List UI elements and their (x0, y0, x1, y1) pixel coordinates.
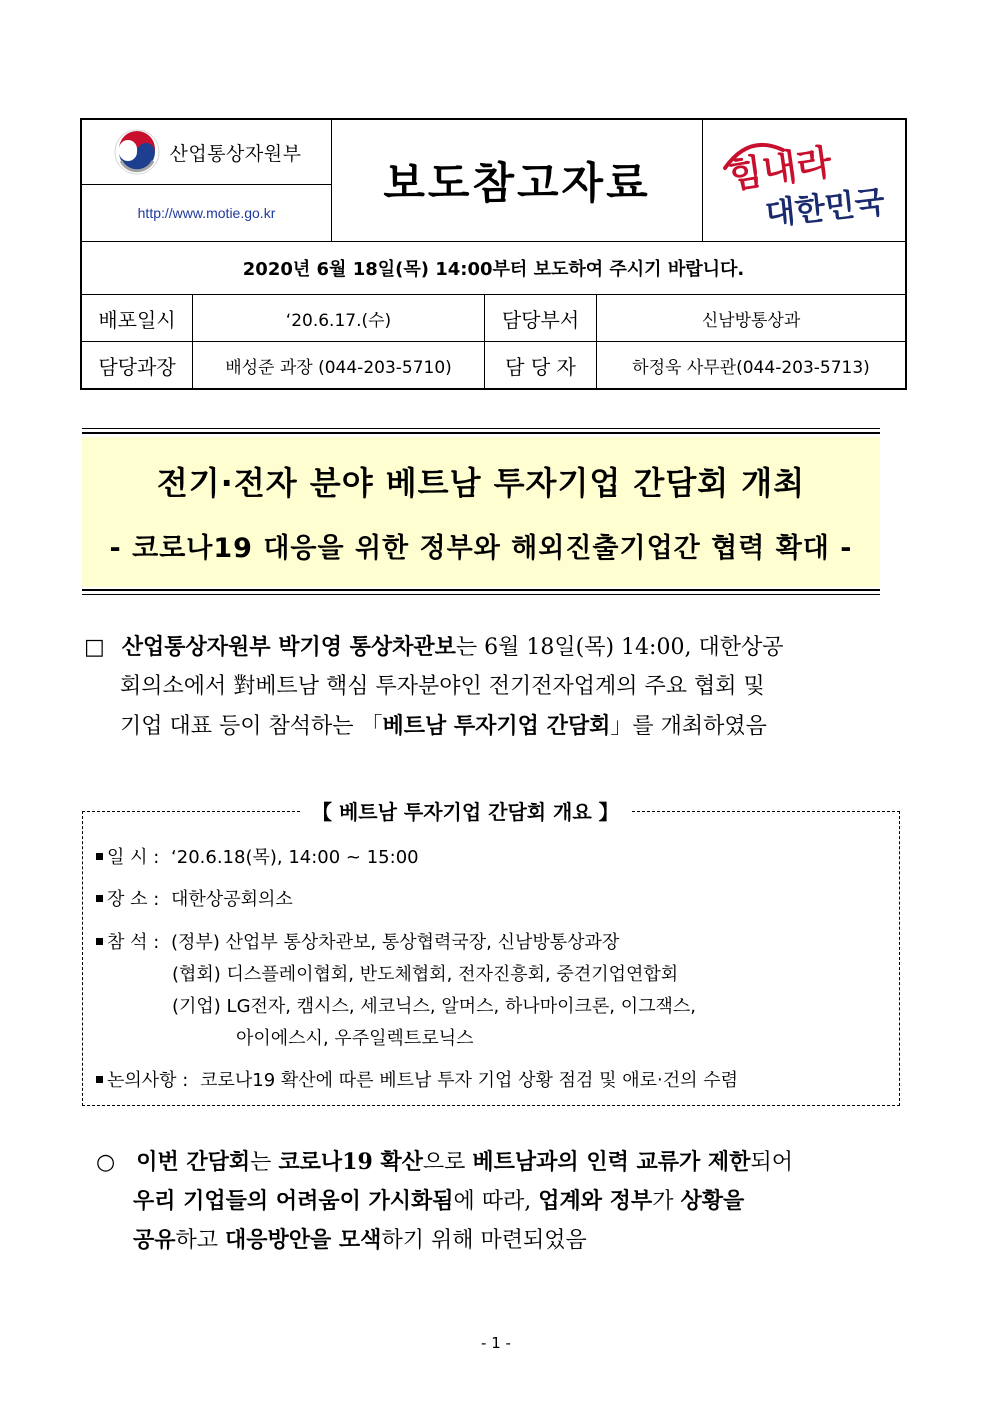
slogan-emblem-icon (719, 128, 889, 233)
slogan-line1: 힘내라 (724, 141, 835, 198)
ministry-name: 산업통상자원부 (169, 142, 302, 165)
para2-line2: 우리 기업들의 어려움이 가시화됨에 따라, 업계와 정부가 상황을 (133, 1188, 745, 1214)
para2-line3: 공유하고 대응방안을 모색하기 위해 마련되었음 (133, 1227, 587, 1253)
bullet-square-icon (96, 938, 103, 945)
para2-line1: ○ 이번 간담회는 코로나19 확산으로 베트남과의 인력 교류가 제한되어 (96, 1149, 793, 1175)
press-subtitle: - 코로나19 대응을 위한 정부와 해외진출기업간 협력 확대 - (109, 532, 853, 564)
overview-attendees: 참 석 : (정부) 산업부 통상차관보, 통상협력국장, 신남방통상과장 (96, 928, 619, 954)
para1-line2: 회의소에서 對베트남 핵심 투자분야인 전기전자업계의 주요 협회 및 (120, 674, 765, 699)
header-table (80, 118, 907, 390)
square-bullet-icon: □ (84, 635, 105, 660)
value-division-head: 배성준 과장 (044-203-5710) (225, 357, 452, 378)
press-title: 전기·전자 분야 베트남 투자기업 간담회 개최 (156, 464, 806, 502)
label-department: 담당부서 (501, 307, 580, 332)
ministry-url-link[interactable]: http://www.motie.go.kr (137, 205, 276, 221)
label-division-head: 담당과장 (98, 354, 176, 379)
slogan-line2: 대한민국 (763, 184, 887, 233)
circle-bullet-icon: ○ (96, 1150, 116, 1175)
value-release-date: ‘20.6.17.(수) (285, 310, 392, 331)
overview-date: 일 시 : ‘20.6.18(목), 14:00 ~ 15:00 (96, 843, 419, 869)
ministry-logo (82, 120, 331, 184)
overview-heading: 【 베트남 투자기업 간담회 개요 】 (300, 796, 631, 825)
overview-place: 장 소 : 대한상공회의소 (96, 885, 293, 911)
para1-line3: 기업 대표 등이 참석하는 「베트남 투자기업 간담회」를 개최하였음 (120, 713, 767, 739)
title-box (82, 428, 880, 596)
value-department: 신남방통상과 (701, 310, 801, 331)
overview-agenda: 논의사항 : 코로나19 확산에 따른 베트남 투자 기업 상황 점검 및 애로‧건의 수렴 (96, 1066, 738, 1092)
embargo-notice: 2020년 6월 18일(목) 14:00부터 보도하여 주시기 바랍니다. (242, 259, 745, 280)
doc-type-title: 보도참고자료 (383, 159, 651, 209)
para1-line1: □ 산업통상자원부 박기영 통상차관보는 6월 18일(목) 14:00, 대한상공 (84, 634, 784, 660)
overview-attendees-corp: (기업) LG전자, 캠시스, 세코닉스, 알머스, 하나마이크론, 이그잭스, (172, 996, 696, 1017)
overview-attendees-assoc: (협회) 디스플레이협회, 반도체협회, 전자진흥회, 중견기업연합회 (172, 964, 679, 985)
bullet-square-icon (96, 1076, 103, 1083)
bullet-square-icon (96, 853, 103, 860)
slogan-logo (703, 120, 905, 241)
label-release-date: 배포일시 (98, 307, 176, 332)
value-contact-person: 하정욱 사무관(044-203-5713) (632, 357, 870, 378)
bullet-square-icon (96, 895, 103, 902)
label-contact-person: 담 당 자 (505, 354, 576, 379)
page-number: - 1 - (481, 1334, 511, 1352)
taegeuk-emblem-icon (112, 127, 162, 177)
overview-attendees-corp2: 아이에스시, 우주일렉트로닉스 (236, 1028, 474, 1049)
